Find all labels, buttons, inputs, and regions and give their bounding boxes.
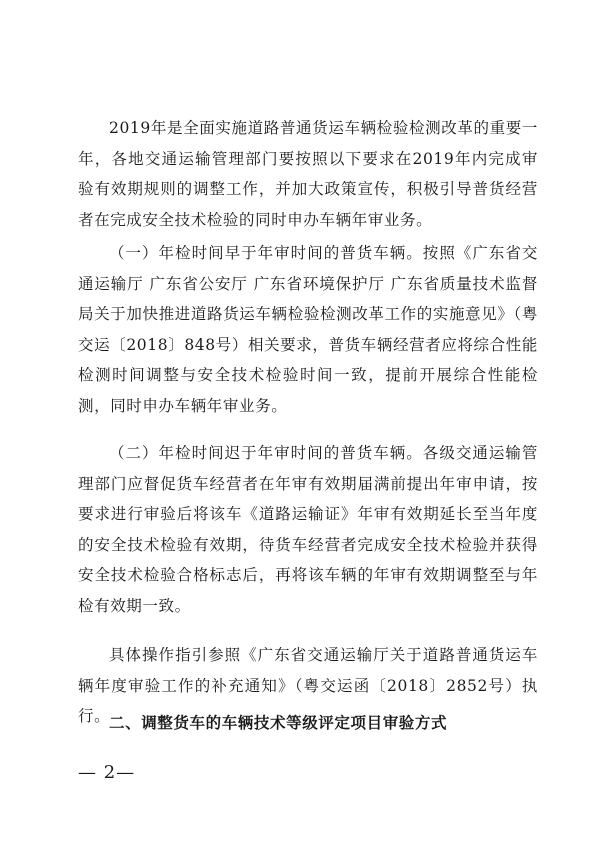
paragraph-item-one: （一）年检时间早于年审时间的普货车辆。按照《广东省交通运输厅 广东省公安厅 广东省环境保护厅 广东省质量技术监督局关于加快推进道路货运车辆检验检测改革工作的实施意见》（粤交运〔2018〕848号）相关要求，普货车辆经营者应将综合性能检测时间调整与安全技术检验时间一致，提前开展综合性能检测，同时申办车辆年审业务。 — [78, 244, 538, 415]
page-number: — 2— — [78, 762, 136, 783]
paragraph-operation-guide: 具体操作指引参照《广东省交通运输厅关于道路普通货运车辆年度审验工作的补充通知》（粤交运函〔2018〕2852号）执行。 — [78, 646, 538, 725]
paragraph-item-two: （二）年检时间迟于年审时间的普货车辆。各级交通运输管理部门应督促货车经营者在年审有效期届满前提出年审申请，按要求进行审验后将该车《道路运输证》年审有效期延长至当年度的安全技术检验有效期，待货车经营者完成安全技术检验并获得安全技术检验合格标志后，再将该车辆的年审有效期调整至与年检有效期一致。 — [78, 444, 538, 615]
section-heading: 二、调整货车的车辆技术等级评定项目审验方式 — [109, 714, 448, 732]
paragraph-reform-intro: 2019年是全面实施道路普通货运车辆检验检测改革的重要一年，各地交通运输管理部门要按照以下要求在2019年内完成审验有效期规则的调整工作，并加大政策宣传，积极引导普货经营者在完成安全技术检验的同时申办车辆年审业务。 — [78, 119, 538, 229]
